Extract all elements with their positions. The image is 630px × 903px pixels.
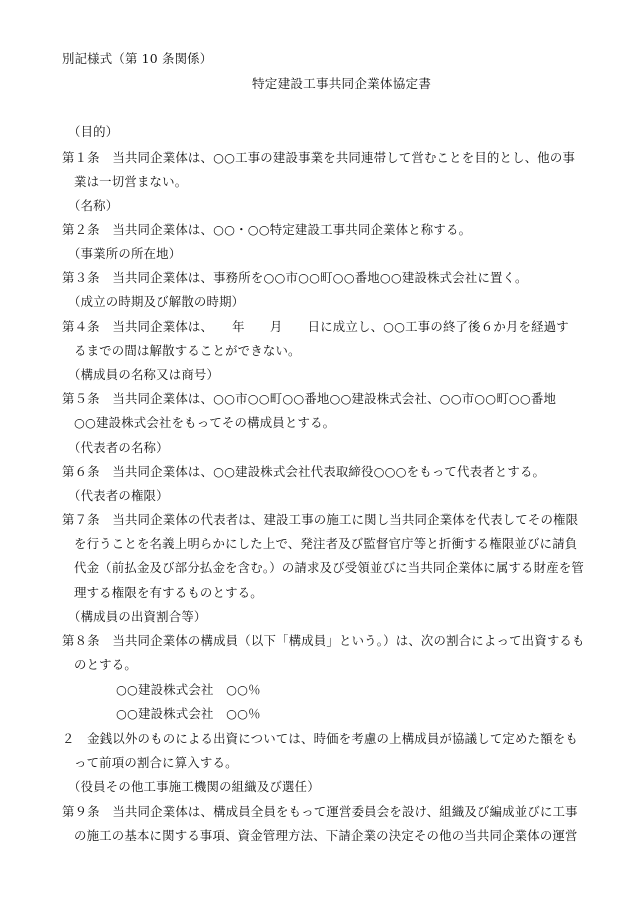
article-8-paragraph-2-line-2: って前項の割合に算入する。 [74, 755, 238, 770]
article-6-line-1: 第６条 当共同企業体は、○○建設株式会社代表取締役○○○をもって代表者とする。 [62, 464, 546, 479]
form-header: 別記様式（第 10 条関係） [62, 51, 213, 66]
article-7-line-3: 代金（前払金及び部分払金を含む。）の請求及び受領並びに当共同企業体に属する財産を管 [74, 560, 585, 575]
article-heading: （代表者の名称） [68, 440, 169, 455]
member-share-row: ○○建設株式会社 ○○％ [116, 682, 261, 697]
article-7-line-4: 理する権限を有するものとする。 [74, 585, 263, 600]
article-1-line-1: 第１条 当共同企業体は、○○工事の建設事業を共同連帯して営むことを目的とし、他の事 [62, 150, 576, 165]
article-heading: （構成員の名称又は商号） [68, 367, 220, 382]
document-title: 特定建設工事共同企業体協定書 [252, 76, 432, 91]
article-heading: （代表者の権限） [68, 488, 169, 503]
article-8-line-1: 第８条 当共同企業体の構成員（以下「構成員」という。）は、次の割合によって出資するも [62, 633, 585, 648]
article-8-paragraph-2-line-1: ２ 金銭以外のものによる出資については、時価を考慮の上構成員が協議して定めた額をも [62, 731, 578, 746]
article-heading: （事業所の所在地） [68, 246, 182, 261]
article-8-line-2: のとする。 [74, 657, 137, 672]
article-7-line-1: 第７条 当共同企業体の代表者は、建設工事の施工に関し当共同企業体を代表してその権限 [62, 512, 579, 527]
article-9-line-1: 第９条 当共同企業体は、構成員全員をもって運営委員会を設け、組織及び編成並びに工事 [62, 804, 578, 819]
article-heading: （役員その他工事施工機関の組織及び選任） [68, 779, 320, 794]
article-3-line-1: 第３条 当共同企業体は、事務所を○○市○○町○○番地○○建設株式会社に置く。 [62, 270, 528, 285]
article-5-line-1: 第５条 当共同企業体は、○○市○○町○○番地○○建設株式会社、○○市○○町○○番地 [62, 391, 557, 406]
article-9-line-2: の施工の基本に関する事項、資金管理方法、下請企業の決定その他の当共同企業体の運営 [74, 828, 578, 843]
article-4-line-2: るまでの間は解散することができない。 [74, 343, 301, 358]
article-heading: （目的） [68, 124, 119, 139]
article-heading: （名称） [68, 198, 119, 213]
article-4-line-1: 第４条 当共同企業体は、 年 月 日に成立し、○○工事の終了後６か月を経過す [62, 319, 569, 334]
article-1-line-2: 業は一切営まない。 [74, 174, 188, 189]
member-share-row: ○○建設株式会社 ○○％ [116, 706, 261, 721]
article-heading: （構成員の出資割合等） [68, 609, 207, 624]
article-5-line-2: ○○建設株式会社をもってその構成員とする。 [74, 415, 336, 430]
article-2-line-1: 第２条 当共同企業体は、○○・○○特定建設工事共同企業体と称する。 [62, 222, 472, 237]
article-7-line-2: を行うことを名義上明らかにした上で、発注者及び監督官庁等と折衝する権限並びに請負 [74, 536, 578, 551]
article-heading: （成立の時期及び解散の時期） [68, 294, 245, 309]
